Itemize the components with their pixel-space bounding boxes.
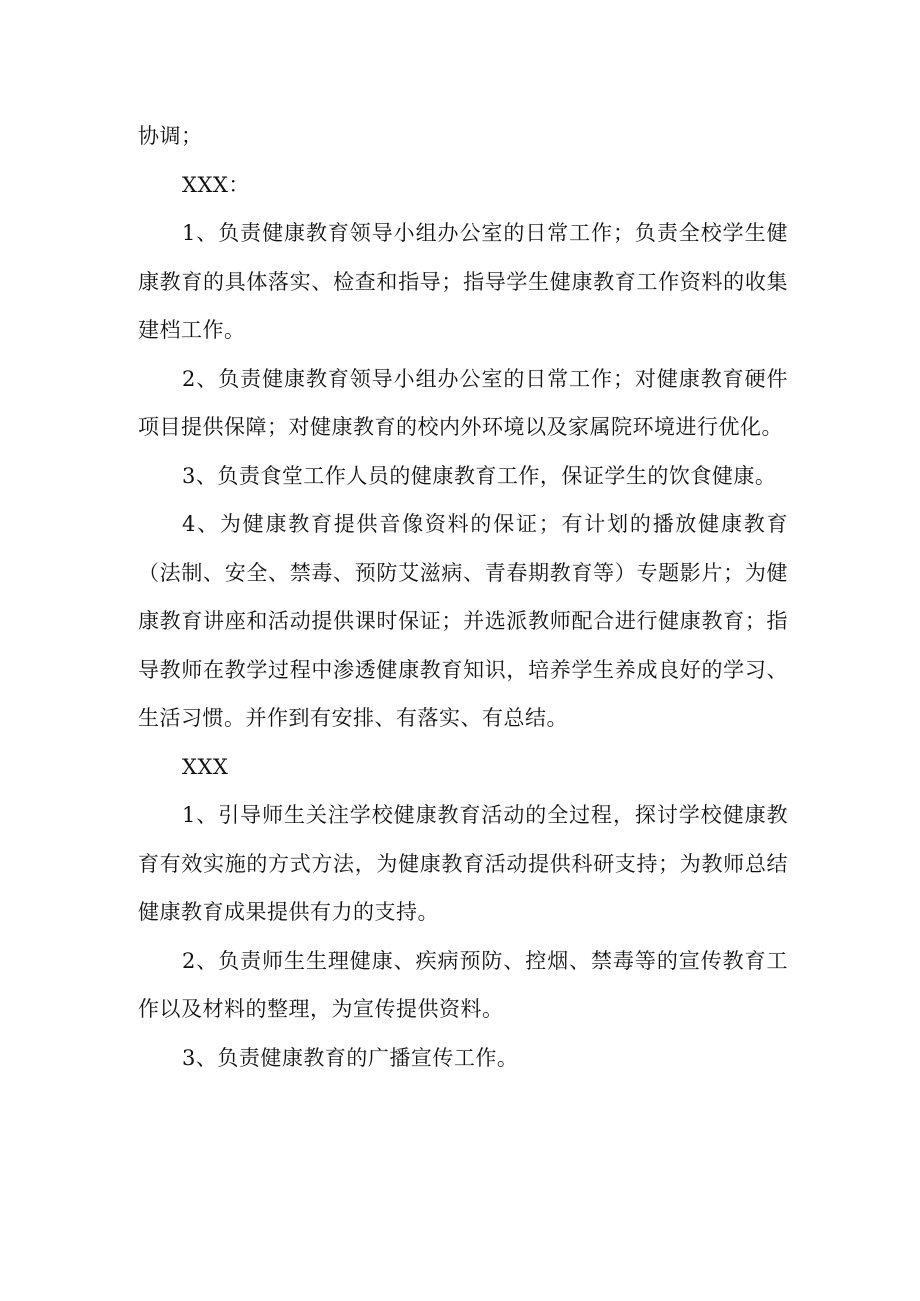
section-heading-1: XXX： (182, 172, 250, 197)
section-heading-2: XXX (182, 754, 229, 779)
paragraph-item-5: 1、引导师生关注学校健康教育活动的全过程，探讨学校健康教育有效实施的方式方法，为健康教育活动提供科研支持；为教师总结健康教育成果提供有力的支持。 (138, 803, 788, 924)
paragraph-item-4: 4、为健康教育提供音像资料的保证；有计划的播放健康教育（法制、安全、禁毒、预防艾滋病、青春期教育等）专题影片；为健康教育讲座和活动提供课时保证；并选派教师配合进行健康教育；指导教师在教学过程中渗透健康教育知识，培养学生养成良好的学习、生活习惯。并作到有安排、有落实、有总结。 (138, 512, 788, 730)
paragraph-item-1: 1、负责健康教育领导小组办公室的日常工作；负责全校学生健康教育的具体落实、检查和指导；指导学生健康教育工作资料的收集建档工作。 (138, 221, 788, 342)
paragraph-item-6: 2、负责师生生理健康、疾病预防、控烟、禁毒等的宣传教育工作以及材料的整理，为宣传提供资料。 (138, 948, 788, 1021)
document-body (138, 112, 788, 1082)
paragraph-item-7: 3、负责健康教育的广播宣传工作。 (182, 1045, 519, 1070)
paragraph-item-3: 3、负责食堂工作人员的健康教育工作，保证学生的饮食健康。 (182, 463, 777, 488)
paragraph-item-2: 2、负责健康教育领导小组办公室的日常工作；对健康教育硬件项目提供保障；对健康教育的校内外环境以及家属院环境进行优化。 (138, 366, 788, 439)
paragraph-continuation: 协调； (138, 124, 203, 148)
